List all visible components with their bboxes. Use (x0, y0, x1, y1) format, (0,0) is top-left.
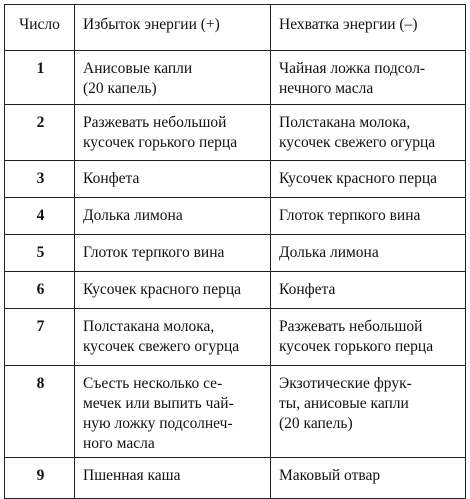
energy-table (4, 4, 466, 499)
cell-line: Глоток терпкого вина (83, 244, 225, 261)
deficit-cell (271, 105, 466, 161)
table-row (5, 366, 466, 458)
excess-cell (75, 366, 271, 458)
cell-line: Полстакана молока, (279, 114, 411, 131)
row-number: 6 (5, 272, 75, 309)
cell-line: кусочек горького перца (279, 338, 434, 355)
deficit-cell (271, 272, 466, 309)
cell-line: Кусочек красного перца (279, 170, 438, 187)
excess-cell (75, 161, 271, 198)
header-excess: Избыток энергии (+) (75, 5, 271, 51)
cell-line: ного масла (83, 435, 155, 452)
cell-line: Долька лимона (83, 207, 183, 224)
table-row (5, 272, 466, 309)
cell-line: Конфета (83, 170, 140, 187)
row-number: 5 (5, 235, 75, 272)
cell-line: Маковый отвар (279, 467, 381, 484)
cell-line: Анисовые капли (83, 60, 193, 77)
table-row (5, 51, 466, 105)
cell-line: кусочек свежего огурца (279, 134, 436, 151)
cell-line: Разжевать небольшой (83, 114, 227, 131)
deficit-cell (271, 235, 466, 272)
cell-line: Разжевать небольшой (279, 318, 423, 335)
cell-line: Глоток терпкого вина (279, 207, 421, 224)
row-number: 8 (5, 366, 75, 458)
header-number: Число (5, 5, 75, 51)
row-number: 9 (5, 458, 75, 499)
table-row (5, 198, 466, 235)
cell-line: Долька лимона (279, 244, 379, 261)
row-number: 1 (5, 51, 75, 105)
deficit-cell (271, 198, 466, 235)
cell-line: кусочек горького перца (83, 134, 238, 151)
deficit-cell (271, 309, 466, 366)
cell-line: ную ложку подсолнеч- (83, 415, 233, 432)
deficit-cell (271, 458, 466, 499)
cell-line: Пшенная каша (83, 467, 181, 484)
table-row (5, 161, 466, 198)
deficit-cell (271, 51, 466, 105)
header-deficit: Нехватка энергии (–) (271, 5, 466, 51)
deficit-cell (271, 161, 466, 198)
table-row (5, 235, 466, 272)
cell-line: Чайная ложка подсол- (279, 60, 426, 77)
excess-cell (75, 51, 271, 105)
row-number: 3 (5, 161, 75, 198)
table-row (5, 105, 466, 161)
table-header-row (5, 5, 466, 51)
row-number: 7 (5, 309, 75, 366)
excess-cell (75, 235, 271, 272)
cell-line: Кусочек красного перца (83, 281, 242, 298)
cell-line: нечного масла (279, 80, 374, 97)
cell-line: (20 капель) (83, 80, 157, 97)
row-number: 4 (5, 198, 75, 235)
cell-line: (20 капель) (279, 415, 353, 432)
table-row (5, 309, 466, 366)
excess-cell (75, 198, 271, 235)
table-row (5, 458, 466, 499)
cell-line: мечек или выпить чай- (83, 395, 234, 412)
excess-cell (75, 105, 271, 161)
excess-cell (75, 309, 271, 366)
cell-line: Конфета (279, 281, 336, 298)
cell-line: ты, анисовые капли (279, 395, 409, 412)
row-number: 2 (5, 105, 75, 161)
cell-line: Съесть несколько се- (83, 375, 223, 392)
cell-line: кусочек свежего огурца (83, 338, 240, 355)
excess-cell (75, 272, 271, 309)
cell-line: Экзотические фрук- (279, 375, 412, 392)
cell-line: Полстакана молока, (83, 318, 215, 335)
deficit-cell (271, 366, 466, 458)
excess-cell (75, 458, 271, 499)
